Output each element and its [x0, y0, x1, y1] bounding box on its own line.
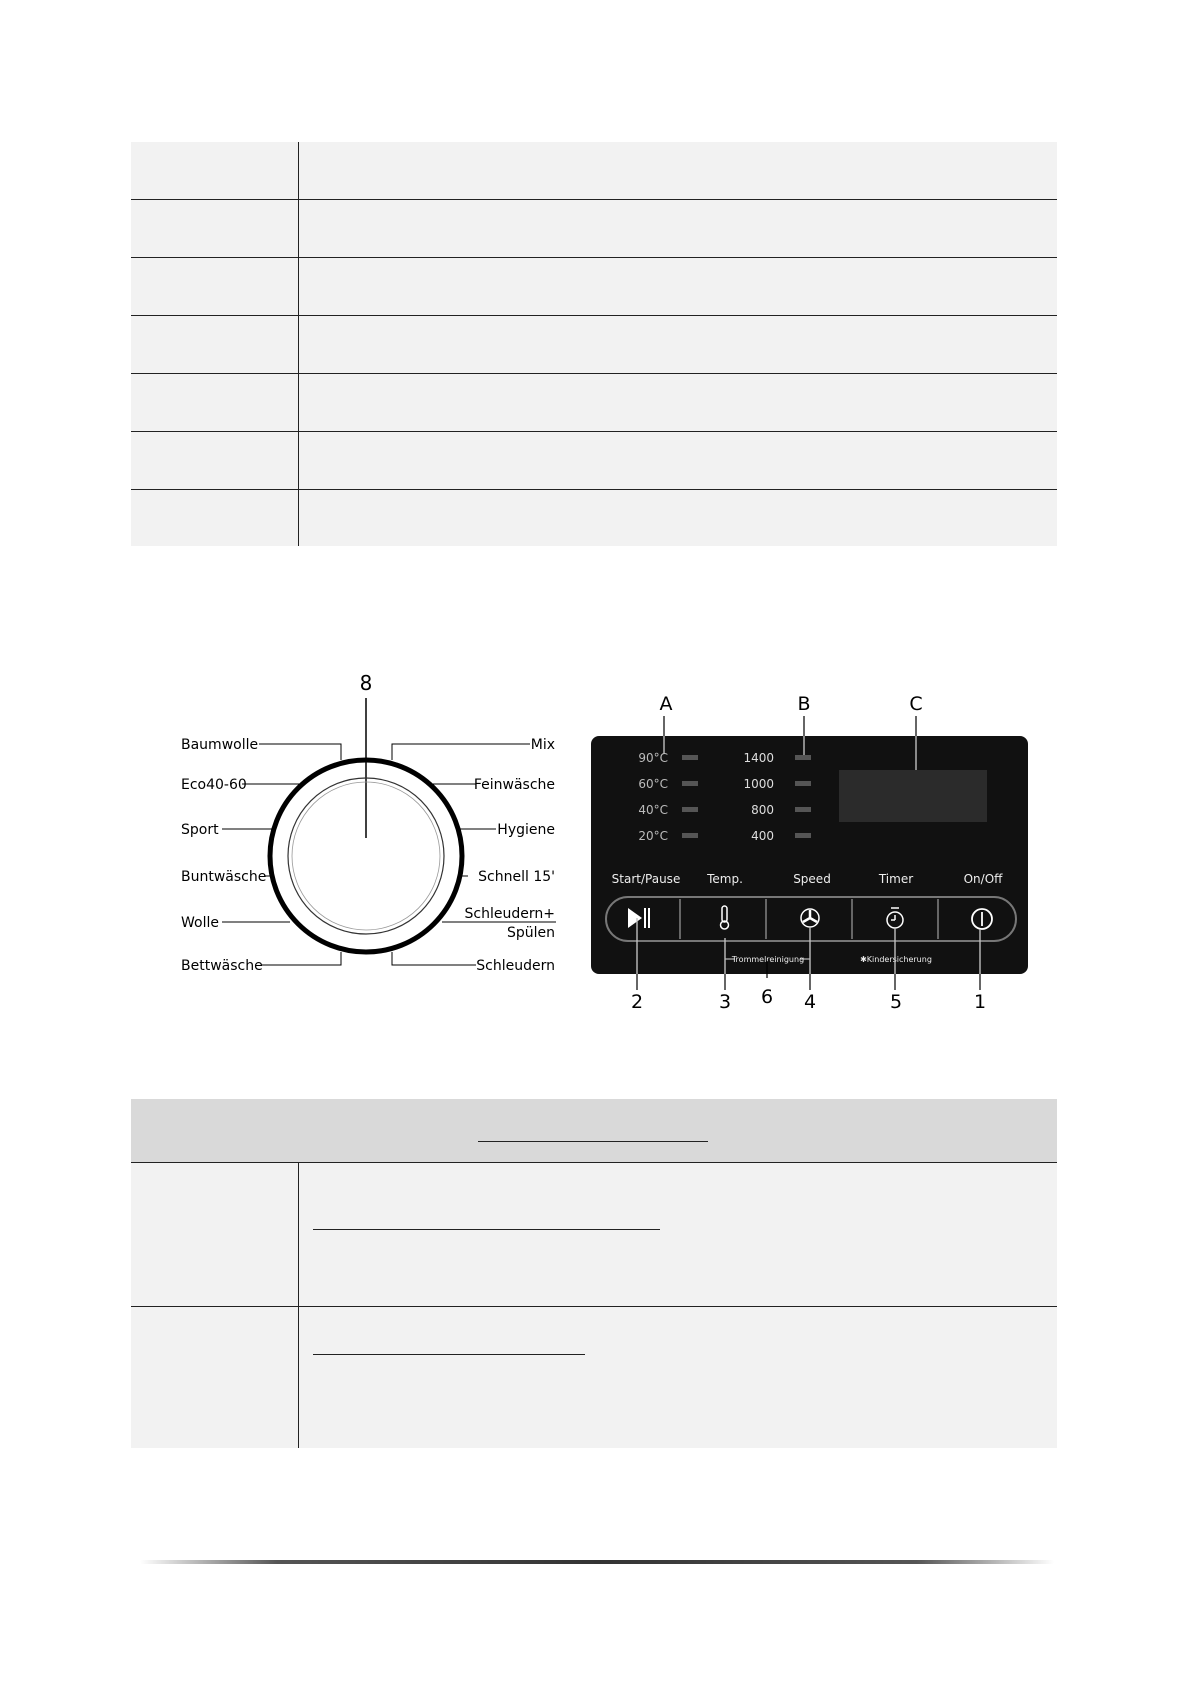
- callout-letter: C: [909, 693, 923, 715]
- speed-label: 1000: [743, 777, 774, 791]
- callout-letter: B: [797, 693, 811, 715]
- program-label: Eco40-60: [181, 777, 247, 793]
- program-label: Schleudern+: [464, 906, 555, 922]
- button-label: Timer: [878, 872, 914, 886]
- temp-label: 90°C: [638, 751, 668, 765]
- callout-number: 3: [718, 991, 732, 1013]
- callout-number: 6: [760, 986, 774, 1008]
- program-label: Wolle: [181, 915, 219, 931]
- callout-letter: A: [659, 693, 673, 715]
- control-panel: [591, 693, 1028, 1013]
- table-row: [131, 432, 1057, 490]
- button-label: Start/Pause: [611, 872, 681, 886]
- table-row: [131, 490, 1057, 546]
- temp-led: [682, 807, 698, 812]
- dial-number-label: 8: [359, 671, 373, 695]
- time-display: [839, 770, 987, 822]
- footer-divider: [140, 1560, 1054, 1564]
- table-row: [131, 258, 1057, 316]
- callout-number: 4: [803, 991, 817, 1013]
- combo-note: Trommelreinigung: [731, 955, 805, 964]
- temp-label: 20°C: [638, 829, 668, 843]
- program-label: Bettwäsche: [181, 958, 263, 974]
- speed-led: [795, 755, 811, 760]
- speed-label: 1400: [743, 751, 774, 765]
- callout-number: 5: [889, 991, 903, 1013]
- speed-led: [795, 781, 811, 786]
- on-off-button[interactable]: [939, 899, 1014, 939]
- bottom-table: [131, 1099, 1057, 1448]
- speed-label: 800: [751, 803, 774, 817]
- program-label: Buntwäsche: [181, 869, 267, 885]
- callout-number: 1: [973, 991, 987, 1013]
- button-label: Temp.: [707, 872, 743, 886]
- button-label: On/Off: [963, 872, 1003, 886]
- program-label: Feinwäsche: [473, 777, 555, 793]
- temp-label: 40°C: [638, 803, 668, 817]
- speed-label: 400: [751, 829, 774, 843]
- program-label: Hygiene: [497, 822, 555, 838]
- speed-led: [795, 807, 811, 812]
- program-label: Sport: [181, 822, 219, 838]
- table-row: [131, 316, 1057, 374]
- table-row: [131, 1163, 1057, 1307]
- table-row: [131, 142, 1057, 200]
- temp-led: [682, 755, 698, 760]
- program-label: Schleudern: [476, 958, 555, 974]
- table-row: [131, 374, 1057, 432]
- temp-button[interactable]: [681, 899, 765, 939]
- child-lock-note: ✱Kindersicherung: [860, 955, 932, 964]
- speed-button[interactable]: [767, 899, 851, 939]
- table-header: [131, 1099, 1057, 1163]
- temp-led: [682, 833, 698, 838]
- top-table: [131, 142, 1057, 546]
- table-row: [131, 200, 1057, 258]
- table-row: [131, 1307, 1057, 1448]
- program-label: Spülen: [506, 925, 555, 941]
- program-label: Baumwolle: [181, 737, 259, 753]
- control-panel-diagram: [0, 660, 1192, 1030]
- program-label: Mix: [530, 737, 555, 753]
- program-label: Schnell 15': [478, 869, 555, 885]
- program-dial: [181, 671, 556, 974]
- temp-led: [682, 781, 698, 786]
- callout-number: 2: [630, 991, 644, 1013]
- temp-label: 60°C: [638, 777, 668, 791]
- speed-led: [795, 833, 811, 838]
- start-pause-button[interactable]: [611, 899, 679, 939]
- button-label: Speed: [793, 872, 831, 886]
